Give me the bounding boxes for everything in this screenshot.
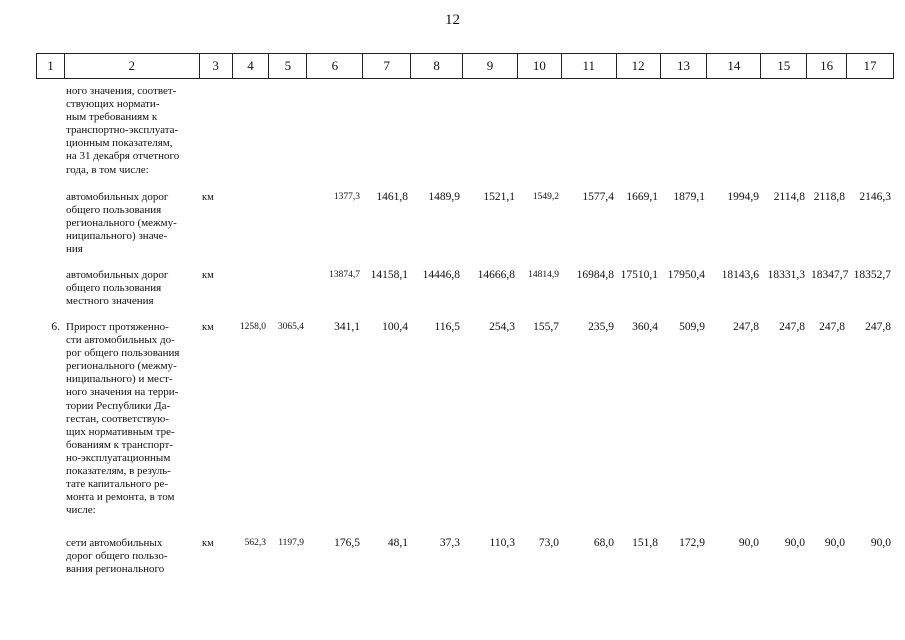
desc-line: бованиям к транспорт- — [66, 438, 173, 451]
row-number: 6. — [51, 321, 60, 333]
row-description — [64, 191, 199, 256]
header-cell: 12 — [617, 54, 661, 78]
desc-line: ным требованиям к — [66, 111, 158, 124]
value-cell: 73,0 — [538, 537, 559, 549]
row-description — [64, 537, 199, 576]
desc-line: рог общего пользования — [66, 347, 180, 360]
value-cell: 235,9 — [588, 321, 614, 333]
row-number — [36, 85, 64, 177]
value-cell: 1377,3 — [333, 192, 360, 202]
desc-line: сети автомобильных — [66, 537, 163, 549]
desc-line: ционным показателям, — [66, 137, 173, 150]
header-cell: 5 — [269, 54, 307, 78]
desc-line: года, в том числе: — [66, 163, 149, 176]
header-cell: 9 — [463, 54, 518, 78]
desc-line: транспортно-эксплуата- — [66, 124, 179, 137]
value-cell: 14814,9 — [528, 270, 559, 280]
value-cell: 13874,7 — [329, 270, 360, 280]
desc-line: показателям, в резуль- — [66, 465, 171, 478]
value-cell: 1461,8 — [376, 191, 408, 203]
desc-line: сти автомобильных до- — [66, 334, 175, 347]
value-cell: 1994,9 — [727, 191, 759, 203]
desc-line: монта и ремонта, в том — [66, 491, 175, 504]
table-row — [36, 321, 894, 517]
header-cell: 6 — [307, 54, 363, 78]
desc-line: числе: — [66, 504, 96, 517]
desc-line: тории Республики Да- — [66, 399, 171, 412]
unit-cell: км — [202, 192, 214, 203]
value-cell: 90,0 — [784, 537, 805, 549]
value-cell — [269, 269, 307, 308]
table-header-row — [36, 53, 894, 79]
value-cell: 1669,1 — [626, 191, 658, 203]
value-cell: 48,1 — [387, 537, 408, 549]
desc-line: тате капитального ре- — [66, 478, 169, 491]
desc-line: ного значения на терри- — [66, 386, 179, 399]
value-cell: 1549,2 — [532, 192, 559, 202]
table-row — [36, 191, 894, 256]
data-table — [36, 53, 894, 576]
unit-cell: км — [202, 270, 214, 281]
table-row — [36, 269, 894, 308]
value-cell: 18352,7 — [853, 269, 891, 281]
header-cell: 1 — [37, 54, 65, 78]
value-cell — [232, 191, 269, 256]
desc-line: регионального (межму- — [66, 360, 177, 373]
value-cell: 360,4 — [632, 321, 658, 333]
desc-line: ниципального) и мест- — [66, 373, 173, 386]
desc-line: на 31 декабря отчетного — [66, 150, 180, 163]
desc-line: ниципального) значе- — [66, 230, 168, 243]
desc-line: Прирост протяженно- — [66, 321, 169, 333]
value-cell: 247,8 — [779, 321, 805, 333]
header-cell: 8 — [411, 54, 463, 78]
header-cell: 11 — [562, 54, 617, 78]
row-number — [36, 537, 64, 576]
value-cell: 172,9 — [679, 537, 705, 549]
row-description — [64, 269, 199, 308]
value-cell: 37,3 — [439, 537, 460, 549]
value-cell: 14666,8 — [477, 269, 515, 281]
value-cell: 509,9 — [679, 321, 705, 333]
value-cell: 247,8 — [819, 321, 845, 333]
desc-line: но-эксплуатационным — [66, 451, 171, 464]
unit-cell: км — [202, 322, 214, 333]
desc-line: общего пользования — [66, 282, 162, 295]
value-cell: 254,3 — [489, 321, 515, 333]
unit-cell: км — [202, 538, 214, 549]
header-cell: 2 — [65, 54, 200, 78]
value-cell: 1577,4 — [582, 191, 614, 203]
value-cell: 18347,7 — [811, 269, 849, 281]
value-cell: 90,0 — [738, 537, 759, 549]
desc-line: регионального (межму- — [66, 217, 177, 230]
value-cell: 116,5 — [434, 321, 460, 333]
desc-line: автомобильных дорог — [66, 191, 169, 203]
value-cell: 1258,0 — [239, 322, 266, 332]
desc-line: ния — [66, 243, 83, 256]
header-cell: 10 — [518, 54, 562, 78]
value-cell: 14158,1 — [370, 269, 408, 281]
desc-line: вания регионального — [66, 563, 165, 576]
value-cell: 110,3 — [489, 537, 515, 549]
value-cell: 562,3 — [244, 538, 266, 548]
header-cell: 17 — [863, 58, 877, 74]
value-cell: 1521,1 — [483, 191, 515, 203]
value-cell: 341,1 — [334, 321, 360, 333]
value-cell: 1879,1 — [673, 191, 705, 203]
row-number — [36, 191, 64, 256]
header-cell: 13 — [661, 54, 708, 78]
value-cell: 1197,9 — [278, 538, 304, 548]
row-description — [64, 321, 199, 517]
value-cell — [232, 269, 269, 308]
value-cell: 2118,8 — [813, 191, 845, 203]
value-cell: 247,8 — [865, 321, 891, 333]
header-cell: 15 — [761, 54, 807, 78]
row-number — [36, 269, 64, 308]
header-cell: 14 — [707, 54, 761, 78]
value-cell: 90,0 — [824, 537, 845, 549]
value-cell: 3065,4 — [277, 322, 304, 332]
header-cell: 16 — [807, 54, 847, 78]
value-cell: 1489,9 — [428, 191, 460, 203]
value-cell: 14446,8 — [422, 269, 460, 281]
value-cell: 155,7 — [533, 321, 559, 333]
desc-line: ного значения, соответ- — [66, 85, 177, 97]
value-cell: 17950,4 — [667, 269, 705, 281]
desc-line: ствующих нормати- — [66, 98, 160, 111]
value-cell: 16984,8 — [576, 269, 614, 281]
value-cell: 100,4 — [382, 321, 408, 333]
desc-line: гестан, соответствую- — [66, 412, 170, 425]
header-cell: 4 — [233, 54, 270, 78]
page-number: 12 — [445, 12, 460, 28]
header-cell: 7 — [363, 54, 411, 78]
value-cell: 17510,1 — [620, 269, 658, 281]
value-cell: 247,8 — [733, 321, 759, 333]
value-cell: 18143,6 — [721, 269, 759, 281]
header-cell: 3 — [200, 54, 233, 78]
table-row — [36, 85, 894, 177]
desc-line: дорог общего пользо- — [66, 550, 168, 563]
value-cell: 68,0 — [593, 537, 614, 549]
value-cell: 2114,8 — [773, 191, 805, 203]
value-cell — [269, 191, 307, 256]
desc-line: щих нормативным тре- — [66, 425, 175, 438]
desc-line: автомобильных дорог — [66, 269, 169, 281]
value-cell: 176,5 — [334, 537, 360, 549]
row-description — [64, 85, 199, 177]
desc-line: местного значения — [66, 295, 154, 308]
value-cell: 2146,3 — [859, 191, 891, 203]
value-cell: 90,0 — [870, 537, 891, 549]
table-row — [36, 537, 894, 576]
value-cell: 18331,3 — [767, 269, 805, 281]
value-cell: 151,8 — [632, 537, 658, 549]
desc-line: общего пользования — [66, 204, 162, 217]
